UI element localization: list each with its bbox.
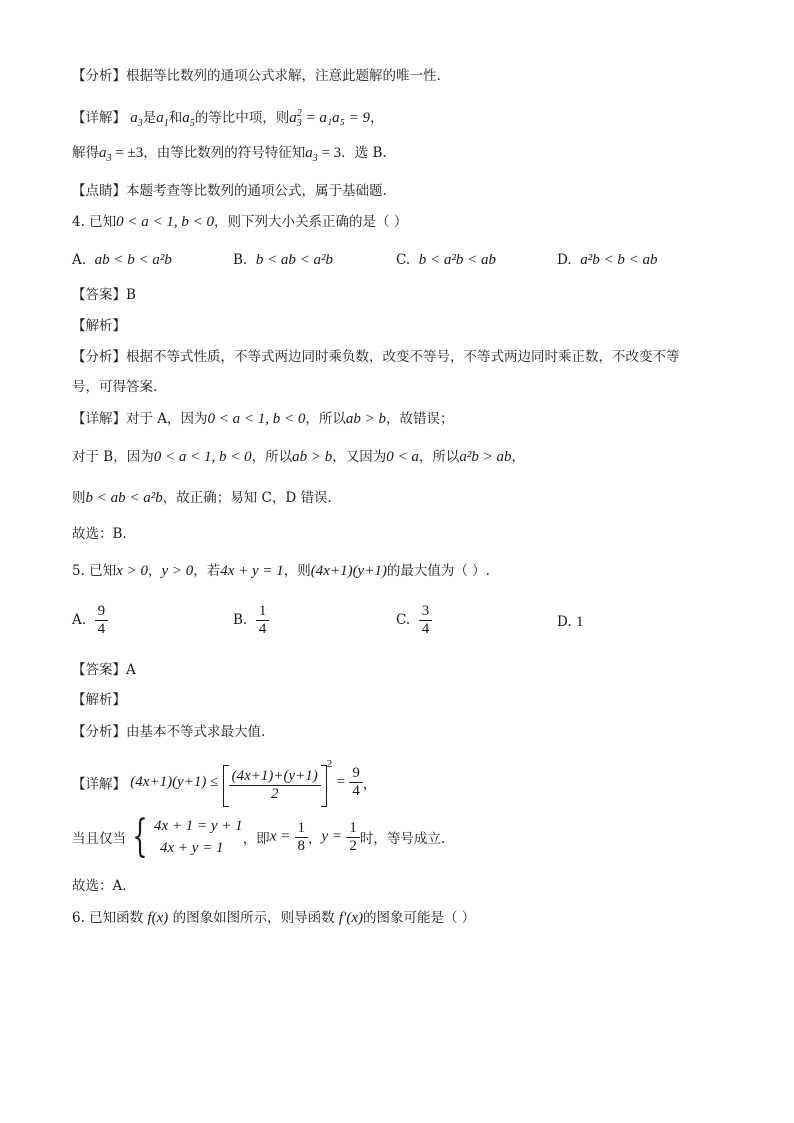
q4-analysis-line2: 号，可得答案. <box>72 379 158 395</box>
var-a3: $a_3$ <box>99 145 112 164</box>
q3-analysis-line <box>72 66 441 86</box>
var-a1: $a_1$ <box>156 110 169 129</box>
q5-iff-line: 当且仅当 { 4x + 1 = y + 1 4x + y = 1 ，即x = $\frac{1}{8}$ ，y = $\frac{1}{2}$ 时，等号成立. <box>72 811 446 862</box>
analysis-text: 根据等比数列的通项公式求解，注意此题解的唯一性. <box>126 68 441 84</box>
q6-stem: 6. 已知函数 f(x) 的图象如图所示，则导函数 f′(x)的图象可能是（ ） <box>72 910 476 926</box>
q5-jiexi: 【解析】 <box>72 692 126 708</box>
q4-detail-2: 对于 B，因为0 < a < 1, b < 0，所以ab > b，又因为0 < a，所以a²b > ab， <box>72 449 525 465</box>
q4-condition: 0 < a < 1, b < 0 <box>116 214 215 230</box>
eq-pm3: = ±3 <box>111 145 144 161</box>
q4-option-d[interactable]: D. a²b < b < ab <box>557 252 658 268</box>
q4-option-c[interactable]: C. b < a²b < ab <box>396 252 496 268</box>
q4-detail-3: 则b < ab < a²b，故正确；易知 C，D 错误. <box>72 490 332 506</box>
q5-choose: 故选：A. <box>72 878 127 894</box>
q5-option-b[interactable]: B. $\frac{1}{4}$ <box>233 603 269 638</box>
q3-note-line <box>72 181 387 201</box>
answer-value: B <box>126 287 136 303</box>
q5-stem: 5. 已知x > 0，y > 0，若4x + y = 1，则(4x+1)(y+1)的最大值为（ ）. <box>72 563 490 579</box>
q4-jiexi: 【解析】 <box>72 318 126 334</box>
q5-analysis: 【分析】由基本不等式求最大值. <box>72 724 266 740</box>
q4-option-a[interactable]: A. ab < b < a²b <box>72 252 172 268</box>
equation-system: 4x + 1 = y + 1 4x + y = 1 <box>154 818 243 856</box>
note-tag: 【点睛】 <box>72 183 126 199</box>
eq-a3-squared: $a_3^2$ <box>289 108 302 129</box>
q5-detail-formula: 【详解】 (4x+1)(y+1) ≤ $\frac{(4x+1)+(y+1)}{2}$ $^2$ = $\frac{9}{4}$ ， <box>72 758 376 807</box>
var-a3: $a_3$ <box>305 145 318 164</box>
q4-option-b[interactable]: B. b < ab < a²b <box>233 252 334 268</box>
answer-tag: 【答案】 <box>72 287 126 303</box>
eq-3: = 3 <box>317 145 342 161</box>
note-text: 本题考查等比数列的通项公式，属于基础题. <box>126 183 387 199</box>
q4-detail-1: 【详解】对于 A，因为0 < a < 1, b < 0，所以ab > b，故错误； <box>72 411 454 427</box>
q5-option-d[interactable]: D. 1 <box>557 614 584 630</box>
brace: { <box>132 811 148 862</box>
detail-tag: 【详解】 <box>72 110 126 126</box>
var-a3: $a_3$ <box>130 110 143 129</box>
q5-option-c[interactable]: C. $\frac{3}{4}$ <box>396 603 432 638</box>
q3-detail-line: 【详解】 $a_3$是$a_1$和$a_5$的等比中项，则$a_3^2 = a_1a_5 = 9$， <box>72 108 384 129</box>
q3-solve-line: 解得$a_3 = \pm 3$，由等比数列的符号特征知$a_3 = 3$．选 B. <box>72 145 387 164</box>
q4-analysis-line1: 【分析】根据不等式性质，不等式两边同时乘负数，改变不等号，不等式两边同时乘正数，不改变不等 <box>72 349 680 365</box>
q5-option-a[interactable]: A. $\frac{9}{4}$ <box>72 603 108 638</box>
var-a5: $a_5$ <box>182 110 195 129</box>
q4-choose: 故选：B. <box>72 526 127 542</box>
q4-answer <box>72 285 136 305</box>
bracket-group: $\frac{(4x+1)+(y+1)}{2}$ $^2$ <box>223 758 333 807</box>
q4-stem: 4. 已知0 < a < 1, b < 0，则下列大小关系正确的是（ ） <box>72 214 408 230</box>
q5-answer: 【答案】A <box>72 662 136 678</box>
analysis-tag: 【分析】 <box>72 68 126 84</box>
eq-product: = a₁a₅ = 9 <box>301 110 370 126</box>
